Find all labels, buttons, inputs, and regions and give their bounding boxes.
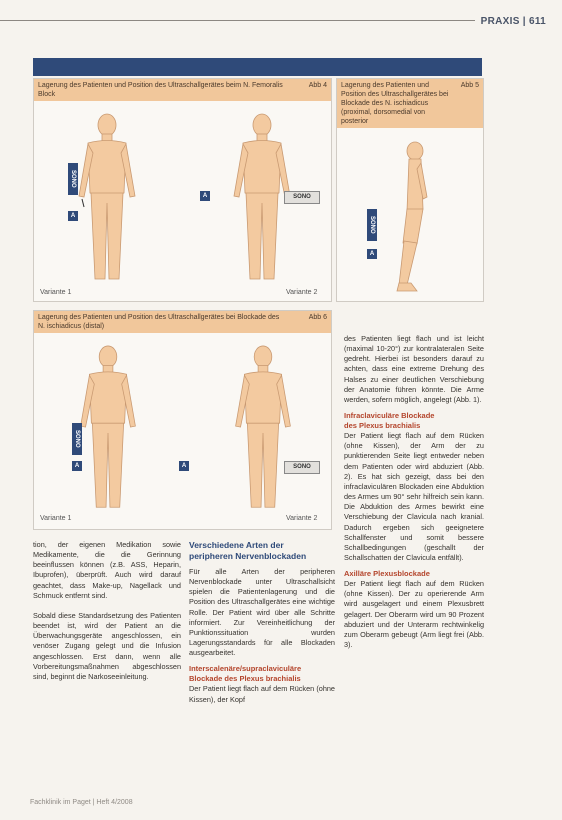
running-header: PRAXIS | 611 bbox=[475, 16, 546, 27]
heading-line: peripheren Nervenblockaden bbox=[189, 551, 307, 561]
body-figure-front-1 bbox=[62, 111, 152, 291]
text-column-left bbox=[33, 540, 181, 682]
marker-a: A bbox=[68, 211, 78, 221]
caption-text: Lagerung des Patienten und Position des Ultraschallgerätes bei Blockade des N. ischiadicus (distal) bbox=[38, 314, 280, 330]
caption-text: Lagerung des Patienten und Position des Ultraschallgerätes bei Blockade des N. ischiadicus (proximal, dorsomedial von posterior bbox=[341, 82, 449, 125]
figure-number: Abb 5 bbox=[460, 82, 479, 89]
section-heading bbox=[189, 664, 335, 684]
heading-line: Infraclaviculäre Blockade bbox=[344, 411, 435, 421]
heading-line: Blockade des Plexus brachialis bbox=[189, 674, 301, 684]
section-heading bbox=[189, 540, 335, 562]
sono-probe-horizontal: SONO bbox=[284, 461, 320, 474]
section-heading bbox=[344, 411, 484, 431]
marker-a: A bbox=[367, 249, 377, 259]
heading-line: Interscalenäre/supraclaviculäre bbox=[189, 664, 302, 674]
page-footer: Fachklinik im Paget | Heft 4/2008 bbox=[30, 799, 133, 806]
section-heading: Axilläre Plexusblockade bbox=[344, 569, 430, 579]
figure-number: Abb 4 bbox=[308, 82, 327, 89]
paragraph: des Patienten liegt flach und ist leicht (maximal 10-20°) zur kontralateralen Seite gedreht. Hierbei ist besonders darauf zu achten, dass eine extreme Drehung des Halses zu einer deutlichen Verschiebung der Anatomie führen könnte. Die Arme werden, sofern möglich, angelegt (Abb. 1). bbox=[344, 334, 484, 404]
text-column-middle bbox=[189, 540, 335, 705]
paragraph: Der Patient liegt flach auf dem Rücken (ohne Kissen). Der zu operierende Arm wird ausgelagert und einem Plexusbrett gelagert. Der Oberarm wird um 90 Prozent abduziert und der Unterarm rechtwinkelig zum Oberarm gebeugt (Arm liegt frei (Abb. 3). bbox=[344, 579, 484, 650]
marker-a: A bbox=[179, 461, 189, 471]
figure-abb6-caption bbox=[34, 311, 331, 333]
paragraph: tion, der eigenen Medikation sowie Medikamente, die die Gerinnung beeinflussen können (z.B. ASS, Heparin, Ibuprofen), überprüft. Auch wird darauf geachtet, dass Make-up, Nagellack und Schmuck entfernt sind. bbox=[33, 540, 181, 600]
heading-line: Verschiedene Arten der bbox=[189, 540, 284, 550]
sono-probe-vertical: SONO bbox=[72, 423, 82, 455]
header-rule bbox=[0, 20, 544, 21]
figure-abb5 bbox=[336, 78, 484, 302]
variant-2-label: Variante 2 bbox=[286, 289, 318, 296]
figure-abb4-caption bbox=[34, 79, 331, 101]
sono-probe-horizontal: SONO bbox=[284, 191, 320, 204]
paragraph: Sobald diese Standardsetzung des Patienten beendet ist, wird der Patient an die Überwachungsgeräte angeschlossen, ein venöser Zugang gelegt und die Infusion angeschlossen. Erst dann, wenn alle Vorbereitungsmaßnahmen abgeschlossen sind, beginnt die Narkoseeinleitung. bbox=[33, 610, 181, 681]
paragraph: Der Patient liegt flach auf dem Rücken (ohne Kissen), der Arm der zu punktierenden Seite liegt entweder neben dem Patienten oder wird abduziert (Abb. 2). Es hat sich gezeigt, dass bei den infraclaviculären Blockaden eine Abduktion des Armes um 90° sehr hilfreich sein kann. Die Abduktion des Armes bewirkt eine Verschiebung der Clavicula nach kranial. Dadurch ergeben sich geeignetere Schallfenster und somit bessere Schallbedingungen (geschallt der Schallschatten der Clavicula entfällt). bbox=[344, 431, 484, 562]
body-figure-side-kneeling bbox=[377, 139, 447, 299]
paragraph: Für alle Arten der peripheren Nervenblockade unter Ultraschallsicht spielen die Patientenlagerung und die Position des Ultraschallgerätes eine wichtige Rolle. Der Patient wird über alle Schritte informiert. Zur Vereinheitlichung der Punktionssituation wurden Lagerungsstandards für alle Blockaden ausgearbeitet. bbox=[189, 567, 335, 658]
marker-a: A bbox=[200, 191, 210, 201]
variant-2-label: Variante 2 bbox=[286, 515, 318, 522]
marker-a: A bbox=[72, 461, 82, 471]
figure-abb4 bbox=[33, 78, 332, 302]
figure-number: Abb 6 bbox=[308, 314, 327, 321]
figure-title-bar bbox=[33, 58, 482, 76]
sono-probe-vertical: SONO bbox=[68, 163, 78, 195]
body-figure-front-2 bbox=[219, 343, 307, 519]
heading-line: des Plexus brachialis bbox=[344, 421, 421, 431]
sono-probe-vertical: SONO bbox=[367, 209, 377, 241]
variant-1-label: Variante 1 bbox=[40, 515, 72, 522]
figure-abb6 bbox=[33, 310, 332, 530]
variant-1-label: Variante 1 bbox=[40, 289, 72, 296]
caption-text: Lagerung des Patienten und Position des Ultraschallgerätes beim N. Femoralis Block bbox=[38, 82, 283, 98]
paragraph: Der Patient liegt flach auf dem Rücken (ohne Kissen), der Kopf bbox=[189, 684, 335, 704]
text-column-right bbox=[344, 334, 484, 650]
figure-abb5-caption bbox=[337, 79, 483, 128]
